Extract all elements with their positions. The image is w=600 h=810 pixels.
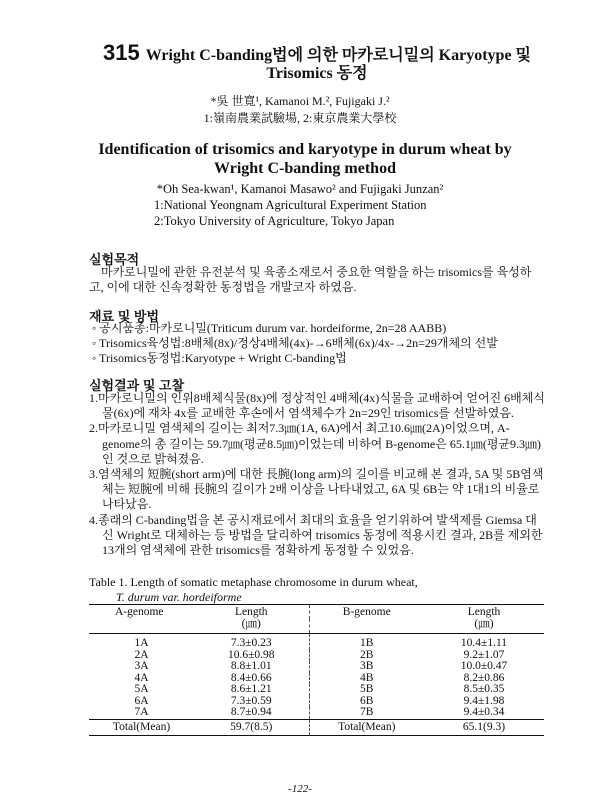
a-chromosome: 3A — [134, 660, 149, 672]
b-length: 10.4±1.11 — [460, 637, 508, 649]
purpose-heading: 실험목적 — [89, 252, 140, 267]
table-total-row — [89, 719, 544, 736]
korean-title-line2: Trisomics 동정 — [266, 65, 368, 82]
a-chromosome: 2A — [134, 648, 149, 661]
results-item: 2.마카로니밀 염색체의 길이는 최저7.3㎛(1A, 6A)에서 최고10.6㎛(2A)이었으며, A-genome의 총 길이는 59.7㎛(평균8.5㎛)이었는데 비하여 B-genome은 65.1㎛(평균9.3㎛)인 것으로 밝혀졌음. — [89, 421, 542, 466]
materials-item: ◦ Trisomics육성법:8배체(8x)/정상4배체(4x)-→6배체(6x)/4x-→2n=29개체의 선발 — [92, 336, 498, 350]
header-b-genome: B-genome — [309, 605, 424, 619]
a-length: 8.7±0.94 — [194, 707, 309, 719]
purpose-text: 마카로니밀에 관한 유전분석 및 육종소재로서 중요한 역할을 하는 trisomics를 육성하고, 이에 대한 신속정확한 동정법을 개발코자 하였음. — [89, 265, 532, 294]
b-chromosome: 7B — [360, 706, 374, 718]
a-length: 7.3±0.23 — [194, 634, 309, 650]
affiliation-line: 2:Tokyo University of Agriculture, Tokyo Japan — [154, 214, 395, 228]
affiliation-line: 1:National Yeongnam Agricultural Experiment Station — [154, 198, 427, 212]
a-total-label: Total(Mean) — [89, 719, 194, 736]
b-length: 8.2±0.86 — [463, 671, 505, 684]
results-heading: 실험결과 및 고찰 — [89, 378, 185, 393]
b-length: 10.0±0.47 — [460, 660, 508, 672]
results-item: 1.마카로니밀의 인위8배체식물(8x)에 정상적인 4배체(4x)식물을 교배하여 얻어진 6배체식물(6x)에 재차 4x를 교배한 후손에서 염색체수가 2n=29인 trisomics를 선발하였음. — [89, 391, 545, 421]
b-chromosome: 6B — [360, 694, 374, 707]
table-row — [89, 661, 544, 673]
korean-title — [72, 40, 562, 83]
materials-list — [92, 321, 542, 366]
a-length: 8.6±1.21 — [194, 684, 309, 696]
english-title — [70, 140, 540, 178]
korean-title-line1: Wright C-banding법에 의한 마카로니밀의 Karyotype 및 — [145, 47, 532, 64]
header-unit-blank — [309, 619, 424, 634]
header-a-genome: A-genome — [89, 605, 194, 619]
a-length: 8.4±0.66 — [194, 673, 309, 685]
table-unit-row — [89, 619, 544, 634]
a-length: 7.3±0.59 — [194, 696, 309, 708]
english-title-line2: Wright C-banding method — [214, 160, 396, 177]
materials-heading: 재료 및 방법 — [89, 309, 160, 324]
table-caption-line1: Table 1. Length of somatic metaphase chromosome in durum wheat, — [89, 575, 418, 589]
results-item: 3.염색체의 短腕(short arm)에 대한 長腕(long arm)의 길이를 비교해 본 결과, 5A 및 5B염색체는 短腕에 비해 長腕의 길이가 2배 이상을 나타내었고, 6A 및 6B는 약 1대1의 비율로 나타났음. — [89, 467, 544, 512]
b-total-length: 65.1(9.3) — [424, 719, 544, 736]
b-length: 9.4±0.34 — [463, 706, 505, 718]
table-caption — [89, 575, 418, 605]
b-length: 9.2±1.07 — [463, 648, 505, 661]
english-authors: *Oh Sea-kwan¹, Kamanoi Masawo² and Fujigaki Junzan² — [156, 182, 444, 196]
b-chromosome: 4B — [360, 671, 374, 684]
header-unit-blank — [89, 619, 194, 634]
b-chromosome: 1B — [360, 637, 374, 649]
table-caption-line2: T. durum var. hordeiforme — [116, 590, 242, 604]
table-row — [89, 634, 544, 650]
b-length: 8.5±0.35 — [463, 683, 505, 695]
page-number: -122- — [288, 783, 312, 795]
english-title-line1: Identification of trisomics and karyotype in durum wheat by — [98, 141, 512, 158]
english-affiliations — [154, 197, 427, 229]
b-chromosome: 3B — [360, 660, 374, 672]
a-length: 10.6±0.98 — [194, 650, 309, 662]
table-row — [89, 684, 544, 696]
b-total-label: Total(Mean) — [309, 719, 424, 736]
b-length: 9.4±1.98 — [463, 694, 505, 707]
results-item: 4.종래의 C-banding법을 본 공시재료에서 최대의 효율을 얻기위하여 발색제를 Giemsa 대신 Wright로 대체하는 등 방법을 달리하여 trisomics 동정에 적용시킨 결과, 2B를 제외한 13개의 염색체에 관한 trisomics를 정확하게 동정할 수 있었음. — [89, 512, 543, 558]
materials-item: ◦ Trisomics동정법:Karyotype + Wright C-banding법 — [92, 351, 347, 365]
b-chromosome: 5B — [360, 683, 374, 695]
a-chromosome: 5A — [134, 683, 149, 695]
header-length-a: Length — [194, 605, 309, 619]
a-chromosome: 1A — [134, 637, 149, 649]
materials-item: ◦ 공시품종:마카로니밀(Triticum durum var. hordeiforme, 2n=28 AABB) — [92, 321, 447, 335]
results-list — [89, 391, 545, 558]
korean-affiliation: 1:嶺南農業試驗場, 2:東京農業大學校 — [203, 111, 397, 125]
a-chromosome: 4A — [134, 671, 149, 684]
b-chromosome: 2B — [360, 648, 374, 661]
a-length: 8.8±1.01 — [194, 661, 309, 673]
header-unit-b: (㎛) — [424, 619, 544, 634]
table-header-row — [89, 605, 544, 619]
chromosome-length-table — [89, 604, 544, 736]
table-row — [89, 707, 544, 719]
a-chromosome: 6A — [134, 694, 149, 707]
korean-authors: *吳 世寬¹, Kamanoi M.², Fujigaki J.² — [210, 94, 390, 108]
header-unit-a: (㎛) — [194, 619, 309, 634]
a-total-length: 59.7(8.5) — [194, 719, 309, 736]
abstract-number: 315 — [102, 40, 140, 65]
header-length-b: Length — [424, 605, 544, 619]
a-chromosome: 7A — [134, 706, 149, 718]
